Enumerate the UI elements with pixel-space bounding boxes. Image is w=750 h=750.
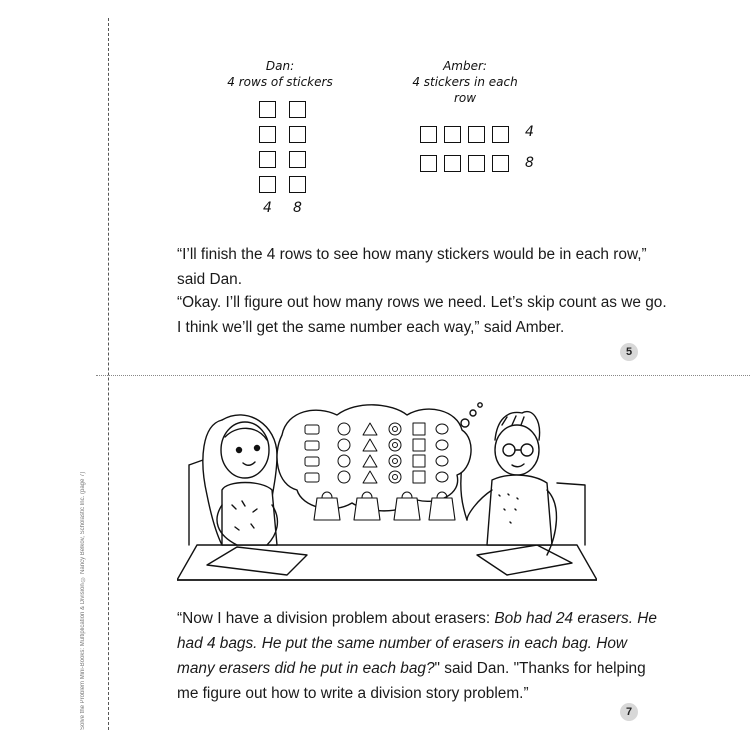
- sticker-box: [259, 176, 276, 193]
- paragraph-lead: “Now I have a division problem about erasers:: [177, 610, 495, 627]
- amber-label: [400, 58, 530, 106]
- amber-caption: 4 stickers in each row: [412, 75, 518, 105]
- sticker-box: [259, 101, 276, 118]
- sticker-box: [420, 126, 437, 143]
- sticker-box: [289, 126, 306, 143]
- sticker-box: [492, 155, 509, 172]
- paragraph-dan: “I’ll finish the 4 rows to see how many stickers would be in each row,” said Dan.: [177, 246, 647, 288]
- page-number-5: 5: [620, 343, 638, 361]
- sticker-box: [444, 126, 461, 143]
- dan-caption: 4 rows of stickers: [227, 75, 333, 89]
- dan-label: [220, 58, 340, 90]
- kids-illustration: [177, 395, 597, 590]
- cut-line: [108, 18, 109, 730]
- sticker-box: [468, 126, 485, 143]
- sticker-box: [289, 101, 306, 118]
- sticker-box: [259, 151, 276, 168]
- dan-name: Dan:: [265, 59, 295, 73]
- amber-name: Amber:: [443, 59, 487, 73]
- side-credit: Solve the Problem Mini-Books: Multiplication & Division © Nancy Belkov, Scholastic Inc. (page 7): [80, 471, 86, 730]
- amber-count-8: 8: [525, 155, 534, 171]
- paragraph-tail: " said Dan. "Thanks for helping me figure out how to write a division story problem.”: [177, 660, 646, 702]
- sticker-box: [289, 176, 306, 193]
- sticker-box: [492, 126, 509, 143]
- dan-count-8: 8: [293, 200, 302, 216]
- paragraph-amber: “Okay. I’ll figure out how many rows we need. Let’s skip count as we go. I think we’ll get the same number each way,” said Amber.: [177, 294, 667, 336]
- page-number-7: 7: [620, 703, 638, 721]
- paragraph-division-problem: [177, 606, 667, 706]
- fold-line: [96, 375, 750, 376]
- sticker-box: [259, 126, 276, 143]
- dan-count-4: 4: [263, 200, 272, 216]
- sticker-box: [289, 151, 306, 168]
- paragraph-story: Bob had 24 erasers. He had 4 bags. He put the same number of erasers in each bag. How many erasers did he put in each bag?: [177, 610, 657, 677]
- amber-count-4: 4: [525, 124, 534, 140]
- sticker-box: [420, 155, 437, 172]
- sticker-box: [444, 155, 461, 172]
- sticker-box: [468, 155, 485, 172]
